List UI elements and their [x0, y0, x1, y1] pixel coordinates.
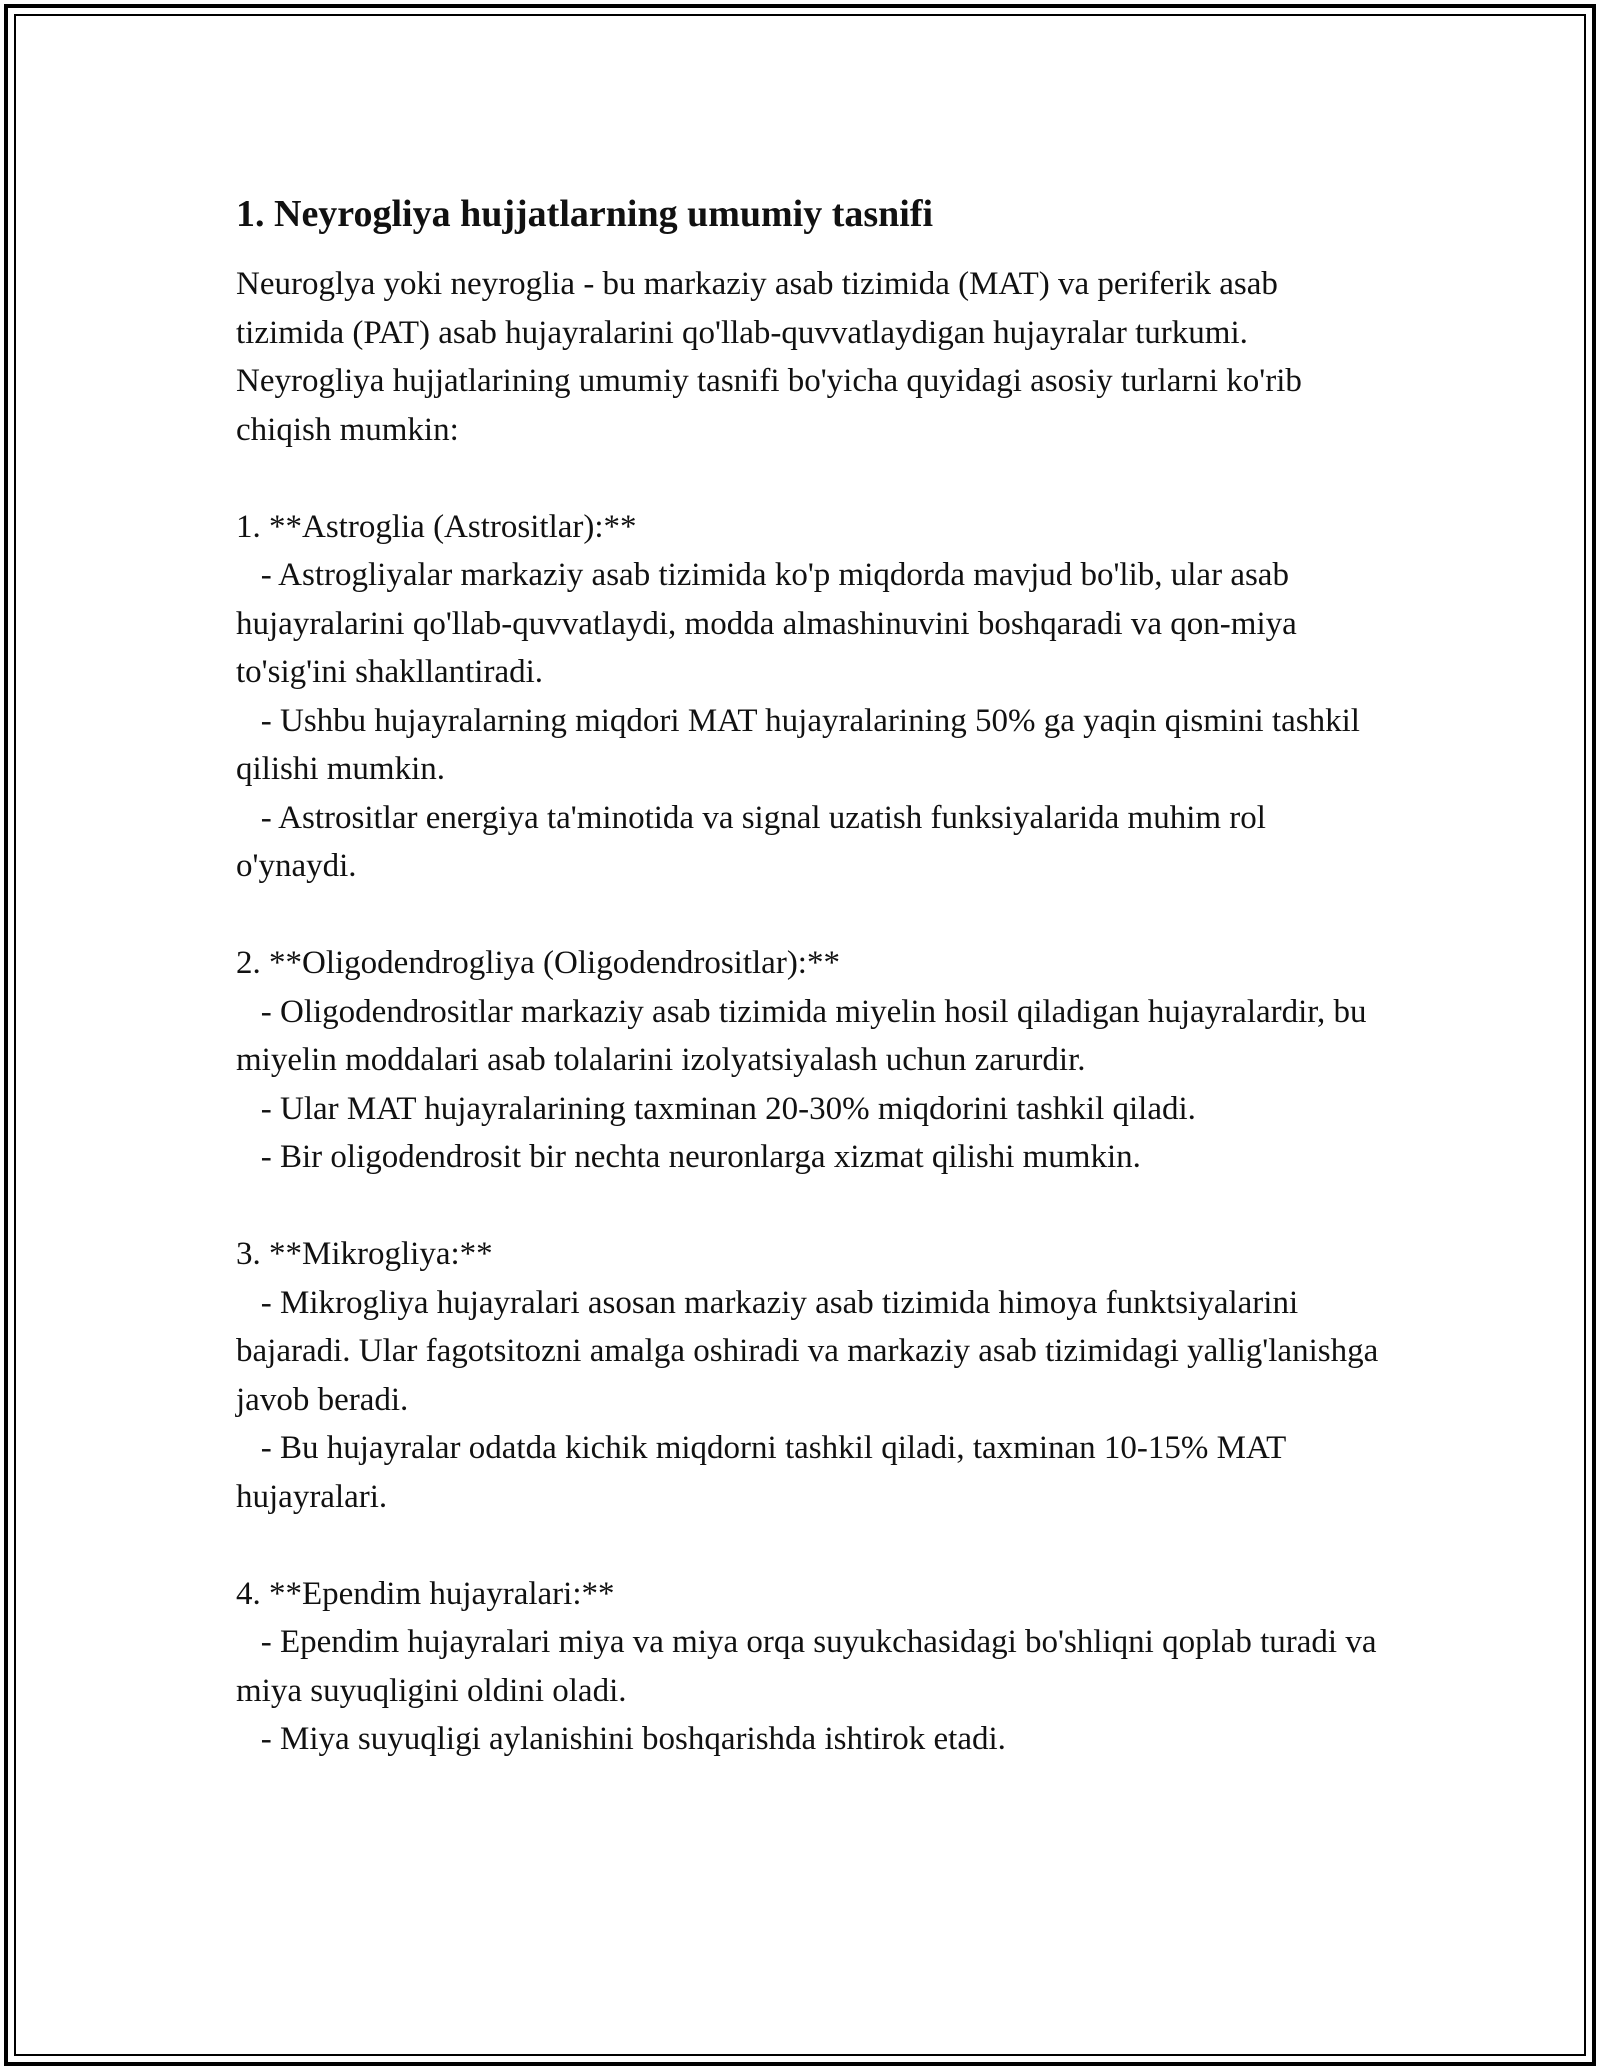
- list-item: - Astrositlar energiya ta'minotida va signal uzatish funksiyalarida muhim rol o'ynaydi.: [236, 799, 1275, 884]
- blank-line: [236, 454, 1386, 503]
- section-microglia: [236, 1230, 1386, 1521]
- section-title: 1. **Astroglia (Astrositlar):**: [236, 508, 637, 545]
- intro-paragraph: Neuroglya yoki neyroglia - bu markaziy asab tizimida (MAT) va periferik asab tizimida (PAT) asab hujayralarini qo'llab-quvvatlaydigan hujayralar turkumi. Neyrogliya hujjatlarining umumiy tasnifi bo'yicha quyidagi asosiy turlarni ko'rib chiqish mumkin:: [236, 266, 1311, 448]
- section-title: 4. **Ependim hujayralari:**: [236, 1575, 615, 1612]
- section-astroglia: [236, 503, 1386, 891]
- list-item: - Bu hujayralar odatda kichik miqdorni tashkil qiladi, taxminan 10-15% MAT hujayralari.: [236, 1430, 1294, 1515]
- section-title: 3. **Mikrogliya:**: [236, 1236, 493, 1272]
- list-item: - Miya suyuqligi aylanishini boshqarishda ishtirok etadi.: [236, 1721, 1006, 1757]
- document-heading: 1. Neyrogliya hujjatlarning umumiy tasnifi: [236, 193, 934, 235]
- list-item: - Astrogliyalar markaziy asab tizimida ko'p miqdorda mavjud bo'lib, ular asab hujayralarini qo'llab-quvvatlaydi, modda almashinuvini boshqaradi va qon-miya to'sig'ini shakllantiradi.: [236, 557, 1306, 690]
- list-item: - Ushbu hujayralarning miqdori MAT hujayralarining 50% ga yaqin qismini tashkil qilishi mumkin.: [236, 702, 1369, 787]
- section-ependymal: [236, 1570, 1386, 1764]
- list-item: - Ependim hujayralari miya va miya orqa suyukchasidagi bo'shliqni qoplab turadi va miya suyuqligini oldini oladi.: [236, 1624, 1385, 1709]
- document-body: [236, 186, 1386, 1764]
- blank-line: [236, 1521, 1386, 1570]
- blank-line: [236, 1182, 1386, 1231]
- list-item: - Mikrogliya hujayralari asosan markaziy asab tizimida himoya funktsiyalarini bajaradi. Ular fagotsitozni amalga oshiradi va markaziy asab tizimidagi yallig'lanishga javob beradi.: [236, 1284, 1387, 1418]
- section-title: 2. **Oligodendrogliya (Oligodendrositlar):**: [236, 945, 840, 981]
- section-oligodendroglia: [236, 939, 1386, 1182]
- list-item: - Oligodendrositlar markaziy asab tizimida miyelin hosil qiladigan hujayralardir, bu miyelin moddalari asab tolalarini izolyatsiyalash uchun zarurdir.: [236, 993, 1375, 1078]
- list-item: - Bir oligodendrosit bir nechta neuronlarga xizmat qilishi mumkin.: [236, 1139, 1141, 1175]
- blank-line: [236, 891, 1386, 940]
- list-item: - Ular MAT hujayralarining taxminan 20-30% miqdorini tashkil qiladi.: [236, 1090, 1196, 1127]
